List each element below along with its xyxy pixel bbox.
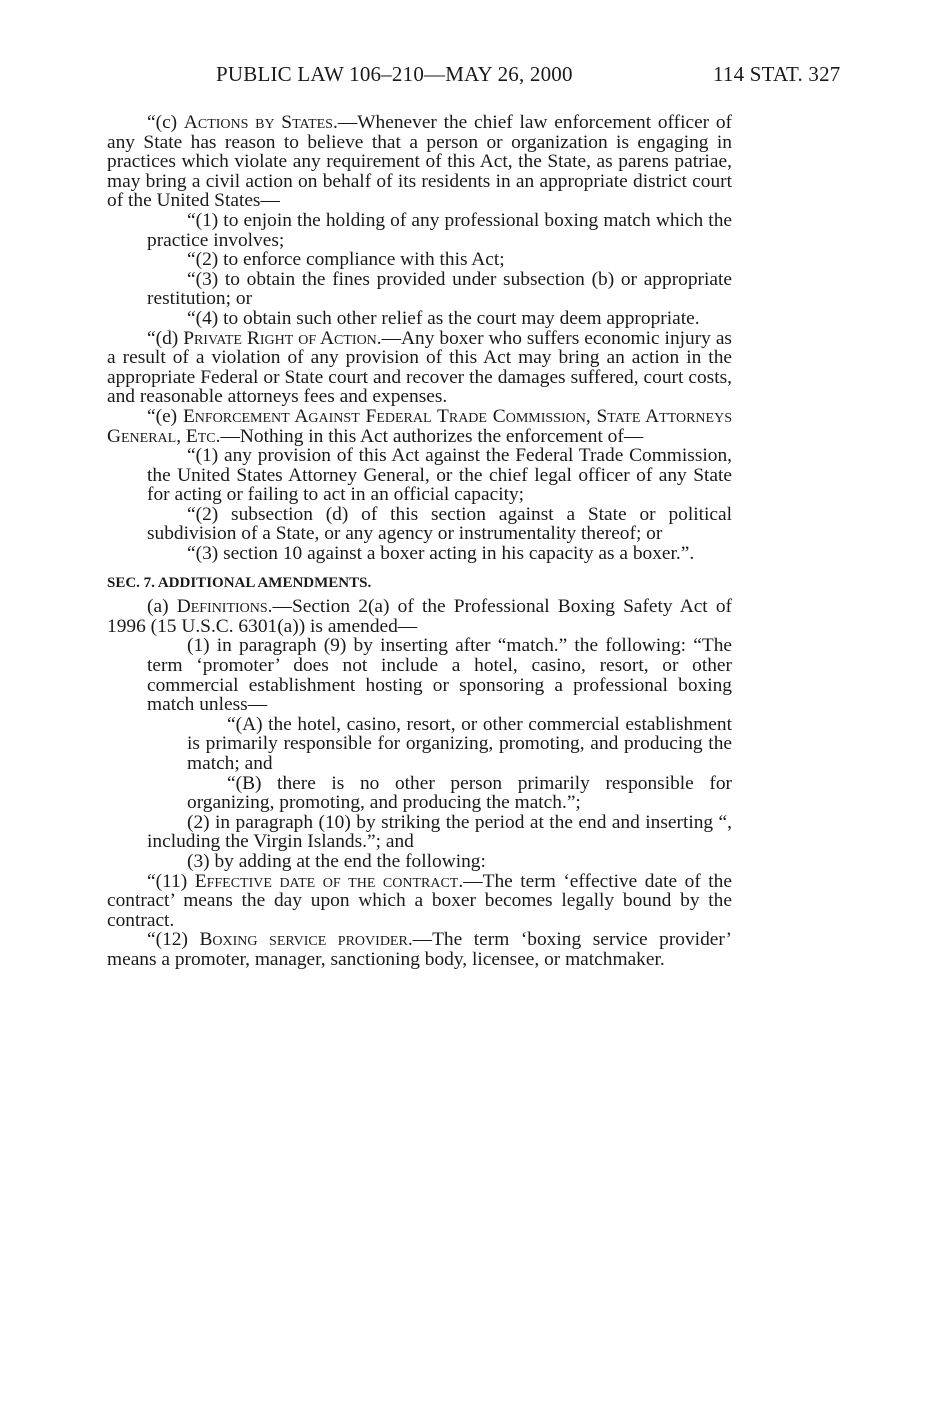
paragraph-c-heading: Actions by States. [183,112,338,133]
paragraph-e [107,407,732,446]
definition-12 [107,930,732,969]
page-stat-number: 114 STAT. 327 [713,62,841,86]
paragraph-c-item-2: “(2) to enforce compliance with this Act; [187,249,505,271]
amendment-item-1-sub-a: “(A) the hotel, casino, resort, or other commercial establishment is primarily responsible for organizing, promoting, and producing the match; and [187,713,732,774]
paragraph-d-num: “(d) [147,327,184,349]
paragraph-d [107,329,732,407]
paragraph-e-text: —Nothing in this Act authorizes the enforcement of— [220,425,644,447]
definition-12-text: —The term ‘boxing service provider’ means a promoter, manager, sanctioning body, licensee, or matchmaker. [107,929,733,970]
document-body [107,113,732,970]
paragraph-c [107,113,732,211]
subsection-a-heading: Definitions. [176,596,273,618]
paragraph-e-item-1: “(1) any provision of this Act against the Federal Trade Commission, the United States Attorney General, or the chief legal officer of any State for acting or failing to act in an official capacity; [147,445,732,506]
definition-11 [107,872,732,931]
running-header-title: PUBLIC LAW 106–210—MAY 26, 2000 [216,62,573,86]
amendment-item-2: (2) in paragraph (10) by striking the period at the end and inserting “, including the Virgin Islands.”; and [147,811,732,853]
definition-12-heading: Boxing service provider. [199,929,413,951]
paragraph-d-text: —Any boxer who suffers economic injury as a result of a violation of any provision of this Act may bring an action in the appropriate Federal or State court and recover the damages suffered, court costs, and reasonable attorneys fees and expenses. [107,327,732,408]
paragraph-e-item-2: “(2) subsection (d) of this section against a State or political subdivision of a State, or any agency or instrumentality thereof; or [147,503,732,545]
paragraph-c-num: “(c) [147,112,184,133]
amendment-item-3: (3) by adding at the end the following: [187,850,486,872]
paragraph-c-item-4: “(4) to obtain such other relief as the court may deem appropriate. [187,307,700,329]
definition-11-text: —The term ‘effective date of the contract’ means the day upon which a boxer becomes legally bound by the contract. [107,870,732,931]
section-7-heading: SEC. 7. ADDITIONAL AMENDMENTS. [107,574,372,591]
subsection-a-text: —Section 2(a) of the Professional Boxing Safety Act of 1996 (15 U.S.C. 6301(a)) is amended— [107,596,732,637]
paragraph-c-text: —Whenever the chief law enforcement officer of any State has reason to believe that a person or organization is engaging in practices which violate any requirement of this Act, the State, as parens patriae, may bring a civil action on behalf of its residents in an appropriate district court of the United States— [107,112,733,212]
paragraph-c-item-1: “(1) to enjoin the holding of any professional boxing match which the practice involves; [147,209,732,251]
definition-11-heading: Effective date of the contract. [194,870,464,892]
amendment-item-1-sub-b: “(B) there is no other person primarily responsible for organizing, promoting, and producing the match.”; [187,772,732,814]
definition-11-num: “(11) [147,870,195,892]
paragraph-d-heading: Private Right of Action. [183,327,382,349]
definition-12-num: “(12) [147,929,200,951]
paragraph-e-heading: Enforcement Against Federal Trade Commission, State Attorneys General, Etc. [107,405,732,447]
paragraph-e-num: “(e) [147,405,183,427]
amendment-item-1: (1) in paragraph (9) by inserting after “match.” the following: “The term ‘promoter’ does not include a hotel, casino, resort, or other commercial establishment hosting or sponsoring a professional boxing match unless— [147,635,732,716]
paragraph-e-item-3: “(3) section 10 against a boxer acting in his capacity as a boxer.”. [187,543,695,565]
subsection-a-num: (a) [147,596,177,618]
paragraph-c-item-3: “(3) to obtain the fines provided under subsection (b) or appropriate restitution; or [147,268,732,310]
section-7-subsection-a [107,597,732,636]
